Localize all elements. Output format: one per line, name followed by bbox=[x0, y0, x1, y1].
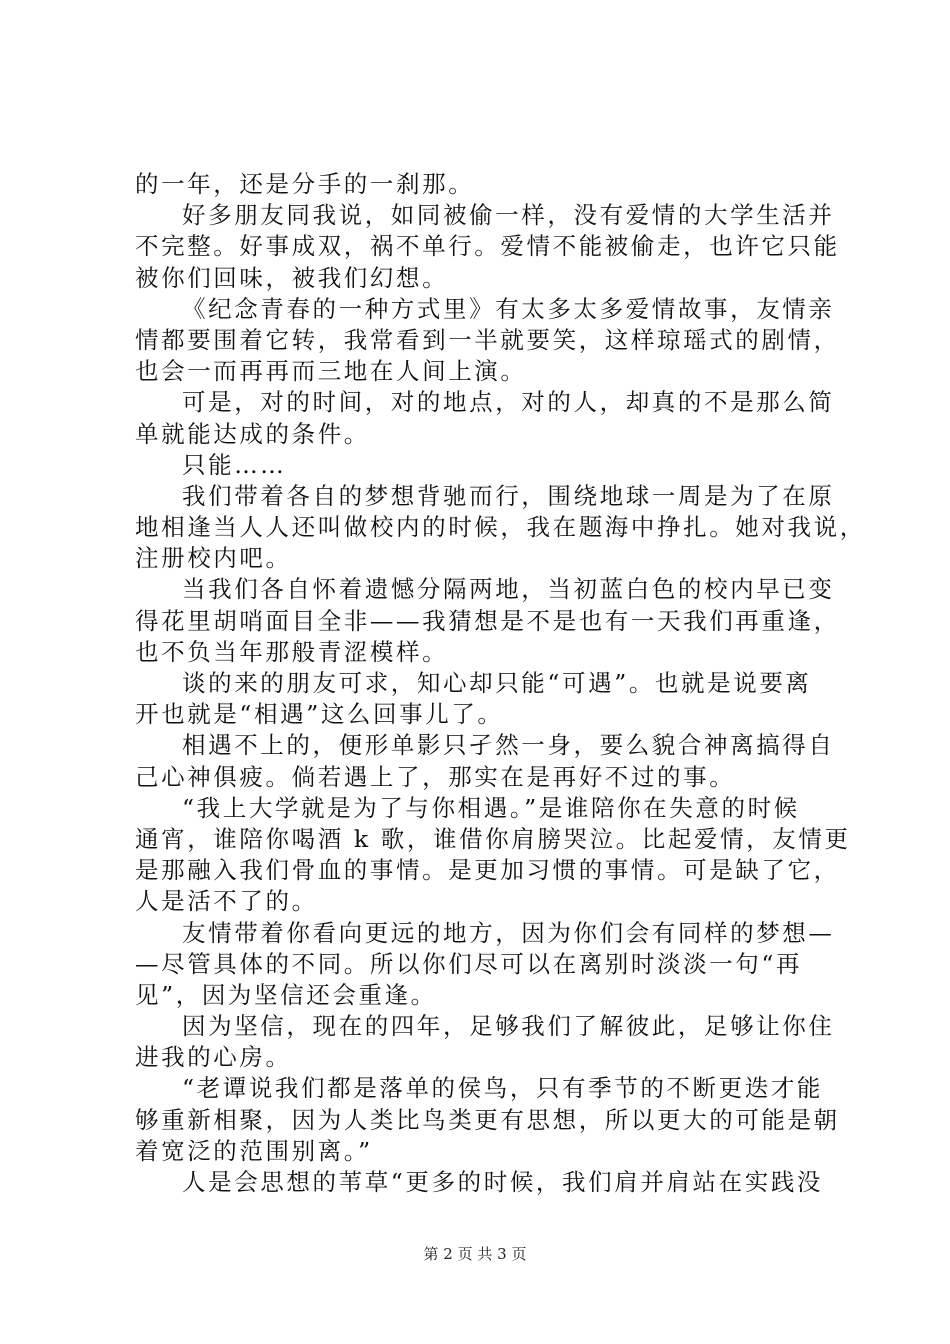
text-line: 情都要围着它转，我常看到一半就要笑，这样琼瑶式的剧情， bbox=[135, 325, 840, 354]
page-footer: 第 2 页 共 3 页 bbox=[423, 1245, 527, 1263]
text-line: 不完整。好事成双，祸不单行。爱情不能被偷走，也许它只能 bbox=[135, 232, 840, 261]
text-line: 当我们各自怀着遗憾分隔两地，当初蓝白色的校内早已变 bbox=[182, 575, 835, 604]
text-line: 是那融入我们骨血的事情。是更加习惯的事情。可是缺了它， bbox=[135, 856, 840, 885]
text-line: “老谭说我们都是落单的侯鸟，只有季节的不断更迭才能 bbox=[182, 1074, 824, 1103]
text-line: 谈的来的朋友可求，知心却只能“可遇”。也就是说要离 bbox=[182, 669, 812, 697]
text-line: 可是，对的时间，对的地点，对的人，却真的不是那么简 bbox=[182, 388, 835, 417]
text-line: 《纪念青春的一种方式里》有太多太多爱情故事，友情亲 bbox=[182, 294, 835, 323]
text-line: 单就能达成的条件。 bbox=[135, 419, 370, 448]
text-line: 得花里胡哨面目全非——我猜想是不是也有一天我们再重逢， bbox=[135, 606, 840, 635]
text-line: 开也就是“相遇”这么回事儿了。 bbox=[135, 700, 504, 729]
document-body bbox=[135, 169, 866, 1198]
text-line: 人是活不了的。 bbox=[135, 887, 318, 916]
text-line: 我们带着各自的梦想背驰而行，围绕地球一周是为了在原 bbox=[182, 481, 835, 510]
text-line: “我上大学就是为了与你相遇。”是谁陪你在失意的时候 bbox=[182, 793, 800, 822]
text-line: 好多朋友同我说，如同被偷一样，没有爱情的大学生活并 bbox=[182, 201, 835, 230]
text-line: 被你们回味，被我们幻想。 bbox=[135, 263, 449, 292]
text-line: 因为坚信，现在的四年，足够我们了解彼此，足够让你住 bbox=[182, 1012, 835, 1041]
text-line: 友情带着你看向更远的地方，因为你们会有同样的梦想— bbox=[182, 918, 835, 947]
text-line: 相遇不上的，便形单影只孑然一身，要么貌合神离搞得自 bbox=[182, 731, 835, 760]
text-line: —尽管具体的不同。所以你们尽可以在离别时淡淡一句“再 bbox=[135, 949, 803, 978]
text-line: 着宽泛的范围别离。” bbox=[135, 1136, 373, 1165]
text-line: 够重新相聚，因为人类比鸟类更有思想，所以更大的可能是朝 bbox=[135, 1105, 840, 1134]
text-line: 只能…… bbox=[182, 450, 287, 479]
text-line: 也不负当年那般青涩模样。 bbox=[135, 637, 449, 666]
text-line: 见”，因为坚信还会重逢。 bbox=[135, 980, 437, 1009]
text-line: 人是会思想的苇草“更多的时候，我们肩并肩站在实践没 bbox=[182, 1168, 824, 1196]
text-line: 注册校内吧。 bbox=[135, 544, 292, 573]
text-line: 进我的心房。 bbox=[135, 1043, 292, 1072]
text-line: 通宵，谁陪你喝酒 k 歌，谁借你肩膀哭泣。比起爱情，友情更 bbox=[135, 824, 851, 853]
text-line: 地相逢当人人还叫做校内的时候，我在题海中挣扎。她对我说， bbox=[135, 513, 866, 542]
text-line: 的一年，还是分手的一刹那。 bbox=[135, 170, 475, 198]
text-line: 也会一而再再而三地在人间上演。 bbox=[135, 357, 527, 386]
text-line: 己心神俱疲。倘若遇上了，那实在是再好不过的事。 bbox=[135, 762, 736, 791]
